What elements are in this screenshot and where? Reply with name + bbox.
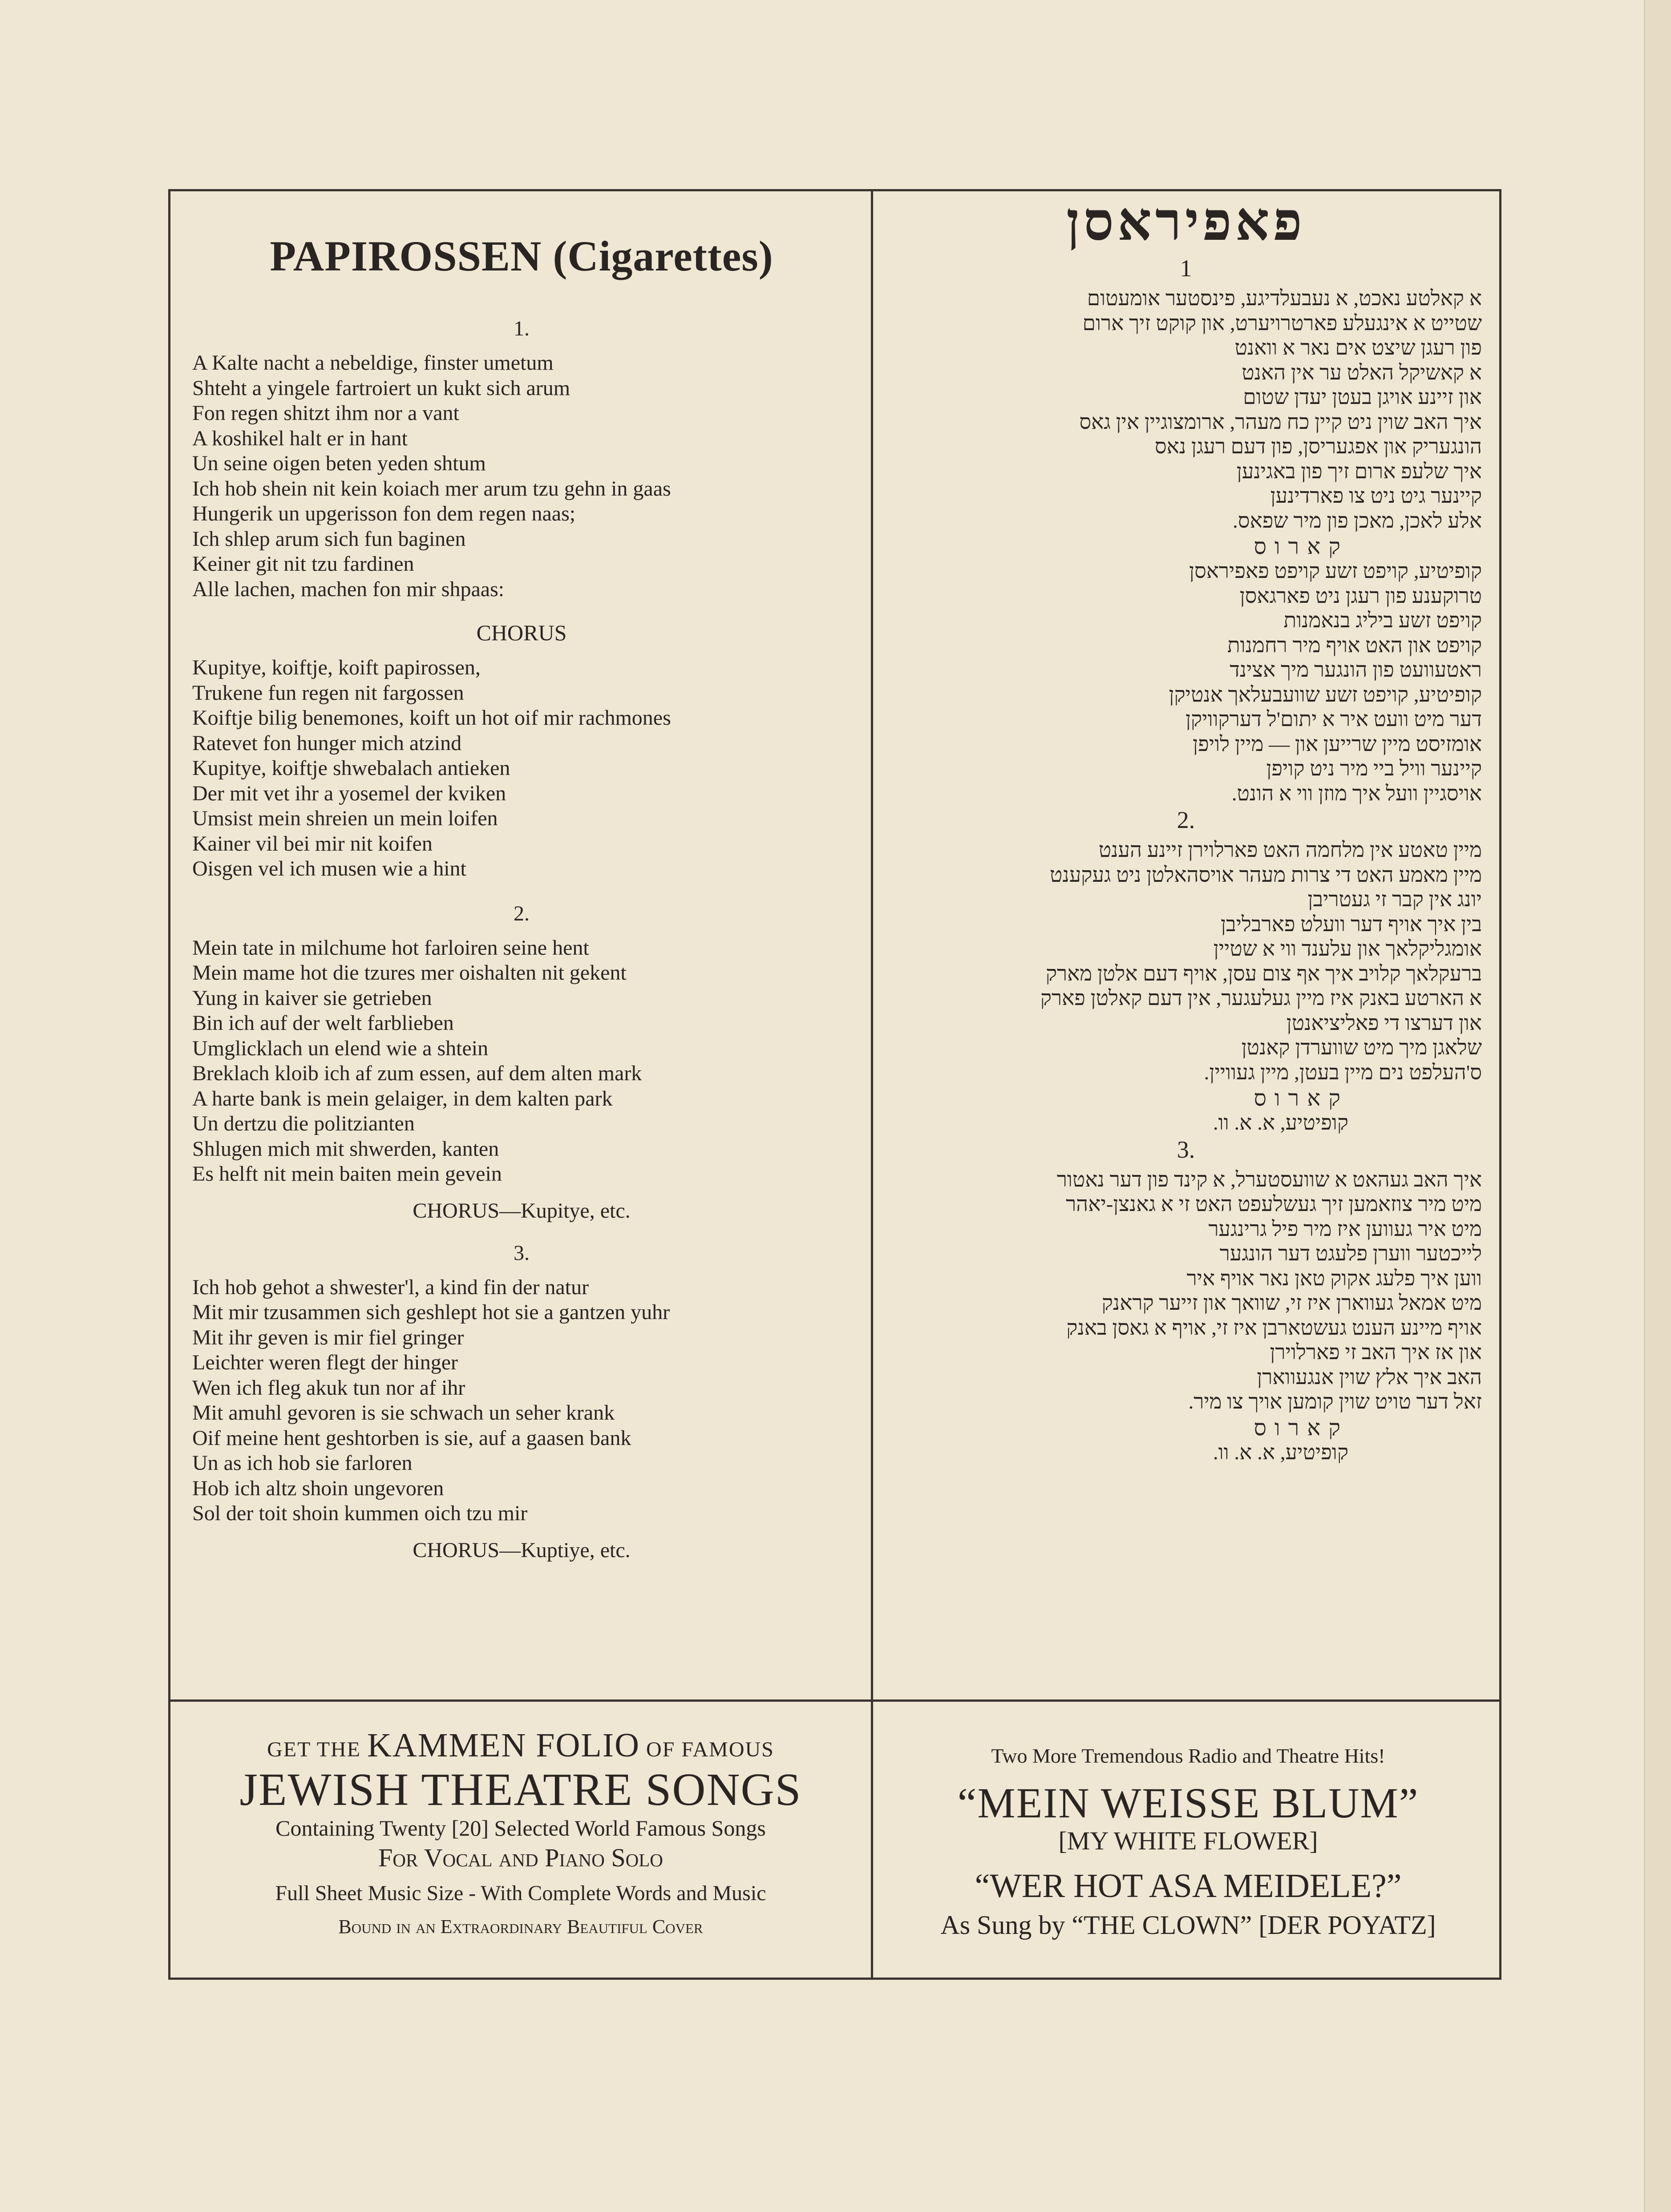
folio-advertisement <box>178 1726 863 1941</box>
lyric-line: Kainer vil bei mir nit koifen <box>192 832 433 856</box>
verse-number: 1. <box>514 317 530 340</box>
lyric-line: Oisgen vel ich musen wie a hint <box>192 857 466 880</box>
yiddish-chorus-heading: קארוס <box>1254 1415 1348 1440</box>
lyric-line: שלאגן מיך מיט שווערדן קאנטן <box>1241 1036 1482 1059</box>
lyric-line: Leichter weren flegt der hinger <box>192 1351 458 1374</box>
lyric-line: Un as ich hob sie farloren <box>192 1451 413 1475</box>
lyric-line: אויסגיין וועל איך מוזן ווי א הונט. <box>1231 782 1482 805</box>
lyric-line: פון רעגן שיצט אים נאר א וואנט <box>1234 336 1482 359</box>
verse-number: 1 <box>1180 255 1192 282</box>
lyric-line: ס'העלפט נים מיין בעטן, מיין געוויין. <box>1204 1061 1482 1084</box>
yiddish-verse-3 <box>890 1168 1482 1415</box>
ad-title: JEWISH THEATRE SONGS <box>239 1764 802 1815</box>
yiddish-chorus-heading: קארוס <box>1254 534 1348 559</box>
lyric-line: Un seine oigen beten yeden shtum <box>192 452 486 475</box>
lyric-line: מיין טאטע אין מלחמה האט פארלוירן זיינע הענט <box>1098 839 1482 862</box>
ad-text: For Vocal and Piano Solo <box>378 1843 663 1872</box>
lyric-line: אומגליקלאך און עלענד ווי א שטיין <box>1213 937 1482 961</box>
lyric-line: A Kalte nacht a nebeldige, finster umetum <box>192 351 554 375</box>
lyric-line: Oif meine hent geshtorben is sie, auf a gaasen bank <box>192 1426 631 1450</box>
lyric-line: Kupitye, koiftje shwebalach antieken <box>192 756 510 780</box>
lyric-line: מיט איר געווען איז מיר פיל גרינגער <box>1208 1217 1482 1241</box>
yiddish-verse-1 <box>890 287 1482 533</box>
column-divider <box>871 189 873 1980</box>
chorus <box>192 655 851 882</box>
lyric-line: א קאשיקל האלט ער אין האנט <box>1242 361 1482 384</box>
lyric-line: בין איך אויף דער וועלט פארבליבן <box>1220 912 1482 936</box>
page-edge <box>1644 0 1671 2212</box>
yiddish-title: פאפיראסן <box>1066 192 1306 251</box>
ad-text: Containing Twenty [20] Selected World Famous Songs <box>275 1816 766 1841</box>
lyric-line: Ich hob shein nit kein koiach mer arum tzu gehn in gaas <box>192 476 671 501</box>
lyric-line: Umsist mein shreien un mein loifen <box>192 807 498 830</box>
lyric-line: Bin ich auf der welt farblieben <box>192 1011 454 1035</box>
lyric-line: דער מיט וועט איר א יתום'ל דערקוויקן <box>1185 708 1482 731</box>
lyric-line: קופיטיע, קויפט זשע שוועבעלאך אנטיקן <box>1169 683 1482 706</box>
yiddish-column <box>890 191 1482 1465</box>
lyric-line: קויפט און האט אויף מיר רחמנות <box>1227 634 1482 657</box>
yiddish-chorus <box>890 559 1482 806</box>
lyric-line: טרוקענע פון רעגן ניט פארגאסן <box>1239 584 1482 608</box>
verse-number: 2. <box>514 901 530 925</box>
lyric-line: ראטעוועט פון הונגער מיך אצינד <box>1230 658 1482 682</box>
lyric-line: Keiner git nit tzu fardinen <box>192 552 414 576</box>
yiddish-verse-2 <box>890 838 1482 1085</box>
lyric-line: קופיטיע, קויפט זשע קויפט פאפיראסן <box>1189 560 1482 583</box>
verse-number: 3. <box>514 1241 530 1265</box>
lyric-line: Ratevet fon hunger mich atzind <box>192 731 462 755</box>
lyric-line: זאל דער טויט שוין קומען אויך צו מיר. <box>1188 1390 1482 1413</box>
lyric-line: Wen ich fleg akuk tun nor af ihr <box>192 1376 465 1400</box>
lyric-line: Alle lachen, machen fon mir shpaas: <box>192 577 505 601</box>
lyric-line: א הארטע באנק איז מיין געלעגער, אין דעם קאלטן פארק <box>1040 987 1482 1010</box>
lyric-line: Un dertzu die politzianten <box>192 1112 415 1135</box>
lyric-line: Shlugen mich mit shwerden, kanten <box>192 1137 499 1161</box>
lyric-line: מיט אמאל געווארן איז זי, שוואך און זייער קראנק <box>1101 1292 1482 1315</box>
lyric-line: Ich hob gehot a shwester'l, a kind fin der natur <box>192 1275 589 1299</box>
chorus-reference: CHORUS—Kupitye, etc. <box>413 1199 631 1223</box>
lyric-line: Mit ihr geven is mir fiel gringer <box>192 1325 464 1349</box>
lyric-line: און זיינע אויגן בעטן יעדן שטום <box>1243 386 1482 409</box>
lyric-line: Umglicklach un elend wie a shtein <box>192 1036 489 1060</box>
ad-text: OF FAMOUS <box>640 1738 774 1761</box>
lyric-line: קיינער גיט ניט צו פארדינען <box>1270 484 1482 508</box>
lyric-line: אויף מיינע הענט געשטארבן איז זי, אויף א גאסן באנק <box>1066 1316 1482 1340</box>
lyric-line: איך שלעפ ארום זיך פון באגינען <box>1236 460 1482 483</box>
ad-divider <box>168 1699 1501 1702</box>
verse-1 <box>192 351 851 602</box>
lyric-line: הונגעריק און אפגעריסן, פון דעם רעגן נאס <box>1154 435 1482 458</box>
lyric-line: שטייט א אינגעלע פארטרויערט, און קוקט זיך ארום <box>1082 311 1482 335</box>
lyric-line: Ich shlep arum sich fun baginen <box>192 527 466 551</box>
lyric-line: Mit mir tzusammen sich geshlept hot sie a gantzen yuhr <box>192 1300 670 1324</box>
lyric-line: Koiftje bilig benemones, koift un hot oif mir rachmones <box>192 706 671 730</box>
lyric-line: קיינער וויל ביי מיר ניט קויפן <box>1266 757 1482 780</box>
verse-2 <box>192 936 851 1187</box>
lyric-line: Shteht a yingele fartroiert un kukt sich arum <box>192 376 570 400</box>
lyric-line: A harte bank is mein gelaiger, in dem kalten park <box>192 1086 613 1110</box>
ad-title: “WER HOT ASA MEIDELE?” <box>975 1867 1402 1905</box>
lyric-line: Fon regen shitzt ihm nor a vant <box>192 401 459 425</box>
lyric-line: און אז איך האב זי פארלוירן <box>1270 1341 1482 1364</box>
lyric-line: Mein mame hot die tzures mer oishalten nit gekent <box>192 961 627 985</box>
lyric-line: Hungerik un upgerisson fon dem regen naas; <box>192 502 576 525</box>
lyric-line: Breklach kloib ich af zum essen, auf dem alten mark <box>192 1062 642 1085</box>
transliteration-column <box>192 231 851 1580</box>
lyric-line: לייכטער ווערן פלעגט דער הונגער <box>1219 1242 1482 1265</box>
verse-3 <box>192 1275 851 1526</box>
lyric-line: Mein tate in milchume hot farloiren seine hent <box>192 936 589 960</box>
verse-number: 3. <box>1177 1136 1195 1163</box>
lyric-line: Kupitye, koiftje, koift papirossen, <box>192 656 481 679</box>
lyric-line: Hob ich altz shoin ungevoren <box>192 1476 444 1500</box>
lyric-line: איך האב געהאט א שוועסטערל, א קינד פון דער נאטור <box>1056 1168 1482 1191</box>
song-title: PAPIROSSEN (Cigarettes) <box>270 232 773 280</box>
ad-text: Full Sheet Music Size - With Complete Words and Music <box>275 1881 766 1905</box>
lyric-line: א קאלטע נאכט, א נעבעלדיגע, פינסטער אומעטום <box>1087 287 1482 310</box>
lyric-line: אומזיסט מיין שרייען און — מיין לויפן <box>1193 732 1482 756</box>
yiddish-chorus-reference: קופיטיע, א. א. וו. <box>1213 1441 1348 1464</box>
ad-text: Bound in an Extraordinary Beautiful Cover <box>338 1916 703 1938</box>
yiddish-chorus-heading: קארוס <box>1254 1086 1348 1110</box>
lyric-line: Der mit vet ihr a yosemel der kviken <box>192 781 506 805</box>
ad-title: “MEIN WEISSE BLUM” <box>957 1779 1419 1827</box>
lyric-line: Yung in kaiver sie getrieben <box>192 986 432 1010</box>
lyric-line: קויפט זשע ביליג בנאמנות <box>1283 609 1482 632</box>
ad-text: As Sung by “THE CLOWN” [DER POYATZ] <box>940 1910 1436 1940</box>
hits-advertisement <box>883 1744 1493 1943</box>
lyric-line: יונג אין קבר זי געטריבן <box>1307 888 1482 911</box>
ad-text: GET THE <box>267 1738 367 1761</box>
lyric-line: Trukene fun regen nit fargossen <box>192 681 464 705</box>
lyric-line: ווען איך פלעג אקוק טאן נאר אויף איר <box>1186 1267 1482 1290</box>
lyric-line: A koshikel halt er in hant <box>192 426 408 450</box>
ad-text: KAMMEN FOLIO <box>367 1727 640 1764</box>
lyric-line: האב איך אלץ שוין אנגעווארן <box>1257 1365 1482 1389</box>
lyric-line: ברעקלאך קלויב איך אף צום עסן, אויף דעם אלטן מארק <box>1045 962 1482 985</box>
lyric-line: און דערצו די פאליציאנטן <box>1286 1011 1482 1035</box>
chorus-reference: CHORUS—Kuptiye, etc. <box>413 1538 631 1562</box>
lyric-line: Es helft nit mein baiten mein gevein <box>192 1162 502 1186</box>
ad-text: [MY WHITE FLOWER] <box>1058 1826 1318 1855</box>
lyric-line: אלע לאכן, מאכן פון מיר שפאס. <box>1233 509 1482 533</box>
ad-headline <box>178 1726 863 1765</box>
lyric-line: Sol der toit shoin kummen oich tzu mir <box>192 1502 528 1525</box>
verse-number: 2. <box>1177 807 1195 833</box>
chorus-heading: CHORUS <box>476 620 567 645</box>
ad-text: Two More Tremendous Radio and Theatre Hits! <box>991 1744 1385 1767</box>
lyric-line: איך האב שוין ניט קיין כח מעהר, ארומצוגיין אין גאס <box>1079 410 1482 434</box>
lyric-line: מיט מיר צוזאמען זיך געשלעפט האט זי א גאנצן-יאהר <box>1066 1193 1482 1216</box>
yiddish-chorus-reference: קופיטיע, א. א. וו. <box>1213 1111 1348 1134</box>
lyric-line: מיין מאמע האט די צרות מעהר אויסהאלטן ניט געקענט <box>1050 863 1482 887</box>
lyric-line: Mit amuhl gevoren is sie schwach un seher krank <box>192 1401 615 1425</box>
